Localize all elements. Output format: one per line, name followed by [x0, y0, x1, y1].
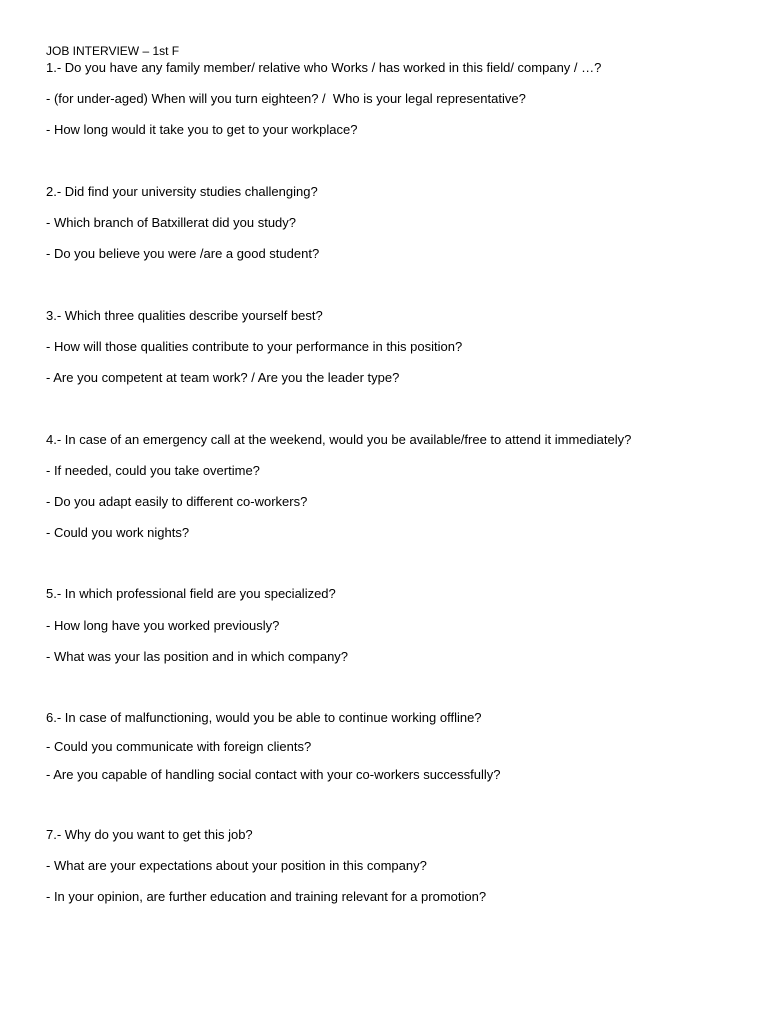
- question-6-sub-1: - Could you communicate with foreign clients?: [46, 739, 312, 754]
- question-6-sub-2: - Are you capable of handling social contact with your co-workers successfully?: [46, 767, 501, 782]
- question-1: 1.- Do you have any family member/ relative who Works / has worked in this field/ company / …?: [46, 60, 602, 75]
- question-5: 5.- In which professional field are you specialized?: [46, 586, 336, 601]
- question-4: 4.- In case of an emergency call at the weekend, would you be available/free to attend it immediately?: [46, 432, 632, 447]
- question-4-sub-2: - Do you adapt easily to different co-workers?: [46, 494, 308, 509]
- question-4-sub-1: - If needed, could you take overtime?: [46, 463, 260, 478]
- question-5-sub-2: - What was your las position and in which company?: [46, 649, 349, 664]
- question-5-sub-1: - How long have you worked previously?: [46, 618, 280, 633]
- document-title: JOB INTERVIEW – 1st F: [46, 44, 180, 58]
- question-3-sub-2: - Are you competent at team work? / Are you the leader type?: [46, 370, 400, 385]
- question-4-sub-3: - Could you work nights?: [46, 525, 190, 540]
- question-3-sub-1: - How will those qualities contribute to your performance in this position?: [46, 339, 463, 354]
- question-7: 7.- Why do you want to get this job?: [46, 827, 253, 842]
- question-1-sub-1: - (for under-aged) When will you turn eighteen? / Who is your legal representative?: [46, 91, 526, 106]
- question-3: 3.- Which three qualities describe yourself best?: [46, 308, 323, 323]
- question-2: 2.- Did find your university studies challenging?: [46, 184, 318, 199]
- question-7-sub-2: - In your opinion, are further education and training relevant for a promotion?: [46, 889, 487, 904]
- question-1-sub-2: - How long would it take you to get to your workplace?: [46, 122, 358, 137]
- question-2-sub-1: - Which branch of Batxillerat did you study?: [46, 215, 297, 230]
- question-2-sub-2: - Do you believe you were /are a good student?: [46, 246, 320, 261]
- question-6: 6.- In case of malfunctioning, would you be able to continue working offline?: [46, 710, 482, 725]
- question-7-sub-1: - What are your expectations about your position in this company?: [46, 858, 427, 873]
